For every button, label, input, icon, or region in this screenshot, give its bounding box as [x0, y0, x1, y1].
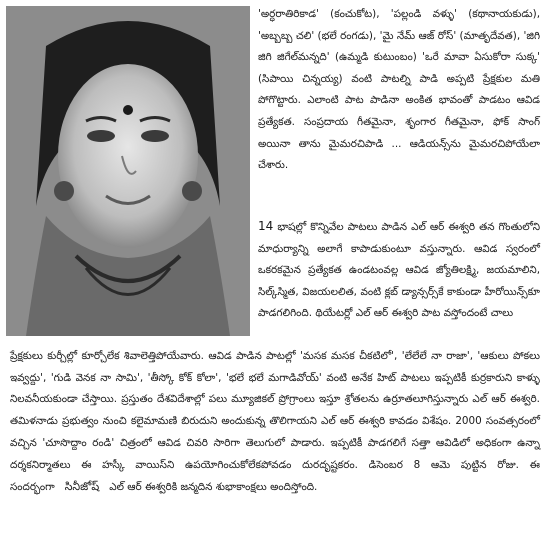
portrait-illustration — [6, 6, 250, 336]
article-paragraph-2-top — [258, 216, 540, 325]
paragraph-2-full-text: ప్రేక్షకులు కుర్చీల్లో కూర్చోలేక శివాలెత్తిపోయేవారు. ఆవిడ పాడిన పాటల్లో 'మసక మసక చీకటిలో', 'లేలేలే నా రాజా', 'ఆకులు పోకలు ఇవ్వద్దు', 'గుడి వెనక నా సామి', 'తీస్కో కోక్ కోలా', 'భలే భలే మగాడివోయ్' వంటి అనేక హిట్ పాటలు ఇప్పటికీ కుర్రకారుని కాళ్ళు నిలవనీయకుండా చేస్తాయి. ప్రస్తుతం దేశవిదేశాల్లో పలు మ్యూజికల్ ప్రోగ్రాంలు ఇస్తూ శ్రోతలను ఉర్రూతలూగిస్తున్నారు ఎల్ ఆర్ ఈశ్వరి. తమిళనాడు ప్రభుత్వం నుంచి కలైమామణి బిరుదుని అందుకున్న తొలిగాయని ఎల్ ఆర్ ఈశ్వరి కావడం విశేషం. 2000 సంవత్సరంలో వచ్చిన 'చూసొద్దాం రండి' చిత్రంలో ఆవిడ చివరి సారిగా తెలుగులో పాడారు. ఇప్పటికీ పాడగలిగే సత్తా ఆవిడిలో అధికంగా ఉన్నా దర్శకనిర్మాతలు ఈ హస్కీ వాయిస్‌ని ఉపయోగించుకోలేకపోవడం దురదృష్టకరం. డిసెంబర 8 ఆమె పుట్టిన రోజు. ఈ సందర్భంగా — [10, 350, 540, 494]
article-paragraph-2-full — [10, 346, 540, 499]
byline: సినీజోష్ — [64, 480, 100, 494]
portrait-photo — [6, 6, 250, 336]
paragraph-2-closing: ఎల్ ఆర్ ఈశ్వరికి జన్మదిన శుభాకాంక్షలు అందిస్తోంది. — [109, 481, 318, 494]
paragraph-2-right-text: భాషల్లో కొన్నివేల పాటలు పాడిన ఎల్ ఆర్ ఈశ్వరి తన గొంతులోని మాధుర్యాన్ని అలాగే కాపాడుకుంటూ వస్తున్నారు. ఆవిడ స్వరంలో ఒకరకమైన ప్రత్యేకత ఉండటంవల్ల ఆవిడ జ్యోతిలక్ష్మి, జయమాలిని, సిల్క్‌స్మిత, విజయలలిత, వంటి క్లబ్ డ్యాన్సర్స్‌కే కాకుండా హీరోయిన్స్‌కూ పాడగలిగింది. థియేటర్లో ఎల్ ఆర్ ఈశ్వరి పాట వస్తోందంటే చాలు — [258, 221, 540, 320]
article-paragraph-1: 'అర్ధరాతిరికాడ' (కంచుకోట), 'పల్లండి వళ్ళు' (కథానాయకుడు), 'అబ్బబ్బ చలి' (భలే రంగడు), 'మై నేమ్ ఆజ్ రోస్' (మాతృదేవత), 'జిగి జిగి జిగేల్‌మన్నది' (ఉమ్మడి కుటుంబం) 'ఒరే మావా ఏసుకోరా సుక్క' (సిపాయి చిన్నయ్య) వంటి పాటల్ని పాడి అప్పటి ప్రేక్షకుల మతి పోగొట్టారు. ఎలాంటి పాట పాడినా అంకిత భావంతో పాడటం ఆవిడ ప్రత్యేకత. సంప్రదాయ గీతమైనా, శృంగార గీతమైనా, ఫోక్ సాంగ్ అయినా తాను మైమరచిపాడి ... ఆడియన్స్‌ను మైమరచిపోయేలా చేశారు. — [258, 8, 540, 172]
paragraph-lead-number: 14 — [258, 219, 274, 233]
